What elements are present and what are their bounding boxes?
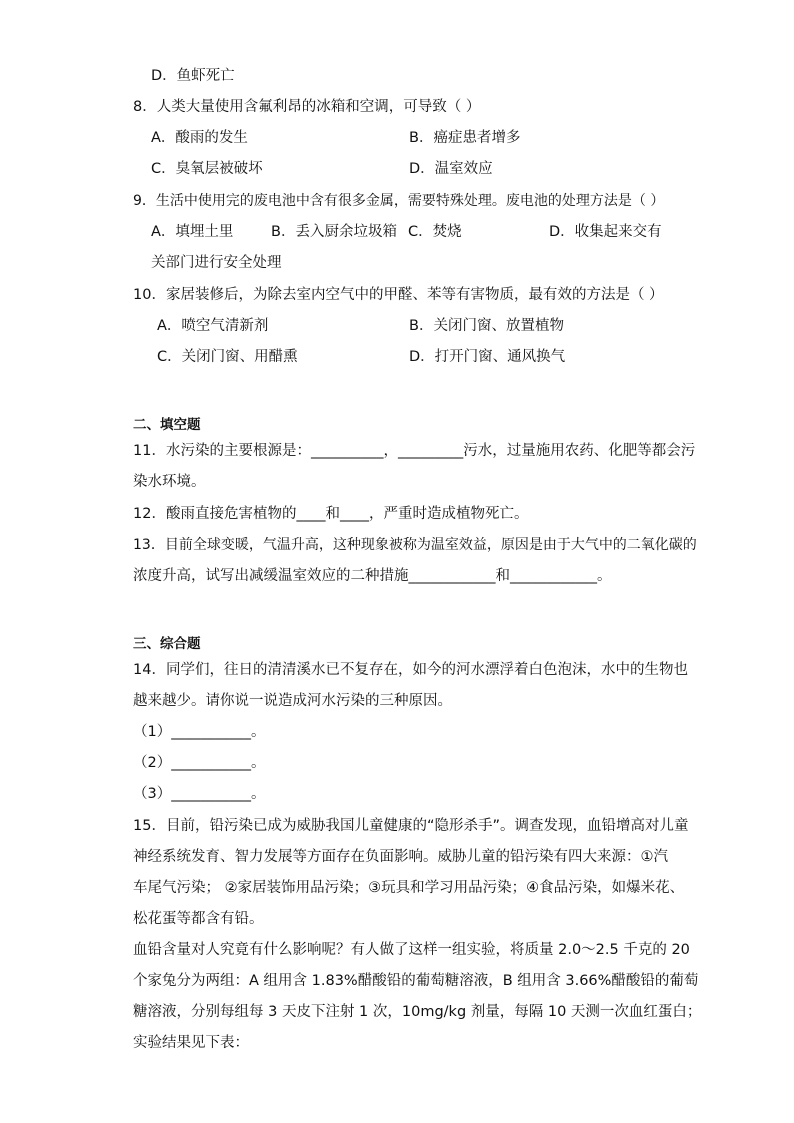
- q8-option-a: A．酸雨的发生: [151, 130, 248, 146]
- q14-line-1: 14．同学们，往日的清清溪水已不复存在，如今的河水漂浮着白色泡沫，水中的生物也: [133, 662, 688, 678]
- q10-option-c: C．关闭门窗、用醋熏: [157, 349, 298, 365]
- q14-blank-1: （1）___________。: [133, 724, 266, 740]
- q15-line-4: 松花蛋等都含有铅。: [133, 911, 264, 927]
- q14-line-2: 越来越少。请你说一说造成河水污染的三种原因。: [133, 693, 452, 709]
- q15-line-6: 个家兔分为两组：A 组用含 1.83%醋酸铅的葡萄糖溶液，B 组用含 3.66%醋酸铅的葡萄: [133, 973, 699, 989]
- q9-option-a: A．填埋土里: [151, 224, 234, 240]
- q12-line-1: 12．酸雨直接危害植物的____和____，严重时造成植物死亡。: [133, 506, 529, 522]
- q15-line-2: 神经系统发育、智力发展等方面存在负面影响。威胁儿童的铅污染有四大来源：①汽: [133, 849, 668, 865]
- q10-option-a: A．喷空气清新剂: [157, 318, 269, 334]
- q8-stem: 8．人类大量使用含氟利昂的冰箱和空调，可导致（ ）: [133, 99, 481, 115]
- q11-line-2: 染水环境。: [133, 474, 206, 490]
- q9-option-d: D．收集起来交有: [549, 224, 662, 240]
- q9-option-b: B．丢入厨余垃圾箱: [271, 224, 397, 240]
- q13-line-2: 浓度升高，试写出减缓温室效应的二种措施____________和____________。: [133, 568, 612, 584]
- q15-line-1: 15．目前，铅污染已成为威胁我国儿童健康的“隐形杀手”。调查发现，血铅增高对儿童: [133, 818, 689, 834]
- q15-line-8: 实验结果见下表：: [133, 1035, 249, 1051]
- q9-option-d-continued: 关部门进行安全处理: [151, 255, 282, 271]
- q8-option-d: D．温室效应: [409, 161, 493, 177]
- q8-option-b: B．癌症患者增多: [409, 130, 521, 146]
- q8-option-c: C．臭氧层被破坏: [151, 161, 263, 177]
- q15-line-7: 糖溶液，分别每组每 3 天皮下注射 1 次，10mg/kg 剂量，每隔 10 天测一次血红蛋白；: [133, 1004, 702, 1020]
- q13-line-1: 13．目前全球变暖，气温升高，这种现象被称为温室效益，原因是由于大气中的二氧化碳的: [133, 537, 697, 553]
- q9-option-c: C．焚烧: [408, 224, 462, 240]
- q9-stem: 9．生活中使用完的废电池中含有很多金属，需要特殊处理。废电池的处理方法是（ ）: [133, 193, 665, 209]
- section-heading-fill-in: 二、填空题: [133, 417, 201, 433]
- q15-line-5: 血铅含量对人究竟有什么影响呢？有人做了这样一组实验，将质量 2.0～2.5 千克的 20: [133, 942, 690, 958]
- q10-stem: 10．家居装修后，为除去室内空气中的甲醛、苯等有害物质，最有效的方法是（ ）: [133, 287, 664, 303]
- q11-line-1: 11．水污染的主要根源是：__________，_________污水，过量施用农药、化肥等都会污: [133, 443, 696, 459]
- q10-option-d: D．打开门窗、通风换气: [409, 349, 566, 365]
- q14-blank-2: （2）___________。: [133, 755, 266, 771]
- section-heading-comprehensive: 三、综合题: [133, 636, 201, 652]
- q10-option-b: B．关闭门窗、放置植物: [409, 318, 564, 334]
- q15-line-3: 车尾气污染； ②家居装饰用品污染；③玩具和学习用品污染；④食品污染，如爆米花、: [133, 880, 685, 896]
- q14-blank-3: （3）___________。: [133, 786, 266, 802]
- q7-option-d: D．鱼虾死亡: [151, 68, 235, 84]
